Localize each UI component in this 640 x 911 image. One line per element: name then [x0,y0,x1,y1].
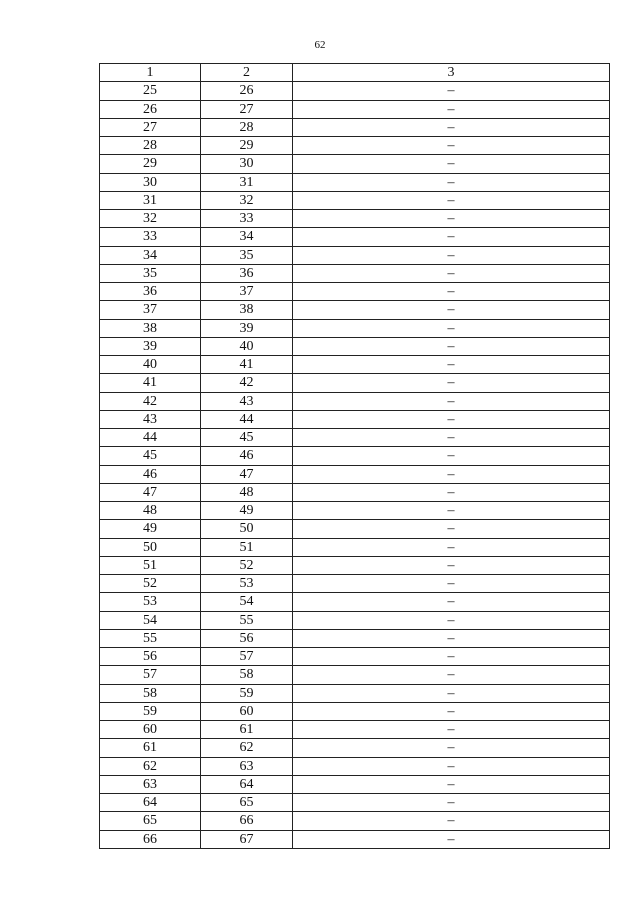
table-cell-col-3: – [293,757,610,775]
table-cell-col-3: – [293,429,610,447]
table-cell-col-3: – [293,794,610,812]
table-row [100,702,610,720]
table-row [100,246,610,264]
table-cell-col-1: 63 [100,775,201,793]
table-cell-col-1: 29 [100,155,201,173]
table-cell-col-3: – [293,246,610,264]
table-row [100,502,610,520]
table-row [100,684,610,702]
table-cell-col-3: – [293,374,610,392]
table-cell-col-2: 56 [201,629,293,647]
table-cell-col-3: – [293,337,610,355]
table-row [100,611,610,629]
table-cell-col-2: 29 [201,137,293,155]
table-cell-col-3: – [293,812,610,830]
table-cell-col-3: – [293,702,610,720]
table-cell-col-1: 47 [100,483,201,501]
column-header-1: 1 [100,64,201,82]
table-cell-col-1: 66 [100,830,201,848]
table-row [100,483,610,501]
table-cell-col-3: – [293,137,610,155]
table-row [100,283,610,301]
table-cell-col-2: 66 [201,812,293,830]
table-cell-col-3: – [293,319,610,337]
table-cell-col-3: – [293,775,610,793]
table-cell-col-3: – [293,356,610,374]
table-cell-col-3: – [293,538,610,556]
table-cell-col-2: 44 [201,410,293,428]
table-row [100,812,610,830]
table-cell-col-1: 48 [100,502,201,520]
table-header [100,64,610,82]
table-row [100,82,610,100]
table-row [100,556,610,574]
table-cell-col-2: 27 [201,100,293,118]
table-cell-col-1: 61 [100,739,201,757]
table-cell-col-3: – [293,100,610,118]
table-cell-col-2: 58 [201,666,293,684]
table-cell-col-2: 48 [201,483,293,501]
table-cell-col-1: 40 [100,356,201,374]
table-cell-col-3: – [293,684,610,702]
table-row [100,794,610,812]
table-cell-col-1: 56 [100,648,201,666]
table-row [100,739,610,757]
header-row [100,64,610,82]
table-cell-col-2: 65 [201,794,293,812]
table-cell-col-2: 40 [201,337,293,355]
table-cell-col-1: 31 [100,191,201,209]
table-cell-col-2: 32 [201,191,293,209]
table-cell-col-3: – [293,465,610,483]
table-cell-col-3: – [293,447,610,465]
table-row [100,210,610,228]
table-row [100,465,610,483]
table-row [100,228,610,246]
table-cell-col-2: 41 [201,356,293,374]
table-cell-col-1: 35 [100,264,201,282]
table-row [100,356,610,374]
table-cell-col-3: – [293,611,610,629]
table-cell-col-1: 38 [100,319,201,337]
table-row [100,301,610,319]
table-cell-col-2: 39 [201,319,293,337]
table-cell-col-3: – [293,666,610,684]
table-cell-col-2: 47 [201,465,293,483]
table-cell-col-2: 52 [201,556,293,574]
table-cell-col-2: 62 [201,739,293,757]
table-cell-col-3: – [293,648,610,666]
table-cell-col-2: 43 [201,392,293,410]
table-row [100,629,610,647]
table-row [100,100,610,118]
table-cell-col-3: – [293,629,610,647]
table-row [100,648,610,666]
table-cell-col-2: 34 [201,228,293,246]
table-row [100,520,610,538]
table-cell-col-1: 64 [100,794,201,812]
table-cell-col-3: – [293,210,610,228]
table-cell-col-1: 25 [100,82,201,100]
table-cell-col-3: – [293,739,610,757]
table-cell-col-1: 52 [100,575,201,593]
table-cell-col-1: 28 [100,137,201,155]
table-cell-col-1: 51 [100,556,201,574]
table-row [100,757,610,775]
table-cell-col-3: – [293,392,610,410]
table-cell-col-2: 60 [201,702,293,720]
table-row [100,374,610,392]
table-cell-col-1: 37 [100,301,201,319]
table-cell-col-3: – [293,410,610,428]
table-cell-col-3: – [293,593,610,611]
table-cell-col-1: 46 [100,465,201,483]
table-cell-col-2: 64 [201,775,293,793]
table-row [100,447,610,465]
table-cell-col-1: 41 [100,374,201,392]
table-cell-col-3: – [293,575,610,593]
table-cell-col-2: 54 [201,593,293,611]
table-row [100,264,610,282]
table-cell-col-1: 58 [100,684,201,702]
table-row [100,538,610,556]
table-cell-col-1: 43 [100,410,201,428]
table-cell-col-3: – [293,483,610,501]
table-cell-col-1: 34 [100,246,201,264]
table-cell-col-1: 62 [100,757,201,775]
table-cell-col-3: – [293,502,610,520]
table-cell-col-2: 57 [201,648,293,666]
table-row [100,721,610,739]
table-cell-col-3: – [293,228,610,246]
table-cell-col-1: 26 [100,100,201,118]
table-cell-col-1: 30 [100,173,201,191]
table-cell-col-1: 65 [100,812,201,830]
table-cell-col-3: – [293,721,610,739]
table-cell-col-3: – [293,264,610,282]
table-cell-col-3: – [293,830,610,848]
table-row [100,337,610,355]
table-cell-col-2: 42 [201,374,293,392]
table-row [100,173,610,191]
column-header-2: 2 [201,64,293,82]
table-row [100,666,610,684]
table-cell-col-1: 42 [100,392,201,410]
table-cell-col-3: – [293,301,610,319]
table-row [100,429,610,447]
table-cell-col-2: 67 [201,830,293,848]
table-cell-col-2: 59 [201,684,293,702]
data-table [99,63,610,849]
table-cell-col-2: 30 [201,155,293,173]
table-cell-col-2: 46 [201,447,293,465]
table-cell-col-1: 44 [100,429,201,447]
table-cell-col-1: 27 [100,118,201,136]
table-cell-col-2: 53 [201,575,293,593]
table-cell-col-3: – [293,191,610,209]
table-cell-col-3: – [293,82,610,100]
table-row [100,575,610,593]
table-cell-col-1: 49 [100,520,201,538]
table-cell-col-3: – [293,520,610,538]
table-row [100,137,610,155]
table-cell-col-1: 57 [100,666,201,684]
table-cell-col-1: 55 [100,629,201,647]
table-row [100,392,610,410]
table-cell-col-1: 60 [100,721,201,739]
table-cell-col-3: – [293,283,610,301]
table-cell-col-2: 28 [201,118,293,136]
table-row [100,319,610,337]
table-cell-col-2: 49 [201,502,293,520]
table-cell-col-2: 50 [201,520,293,538]
table-cell-col-1: 54 [100,611,201,629]
table-cell-col-2: 36 [201,264,293,282]
table-cell-col-2: 51 [201,538,293,556]
table-cell-col-2: 63 [201,757,293,775]
table-cell-col-3: – [293,118,610,136]
table-cell-col-1: 36 [100,283,201,301]
table-cell-col-3: – [293,173,610,191]
table-cell-col-1: 32 [100,210,201,228]
table-cell-col-1: 39 [100,337,201,355]
table-cell-col-2: 26 [201,82,293,100]
table-cell-col-2: 37 [201,283,293,301]
table-row [100,830,610,848]
table-cell-col-1: 59 [100,702,201,720]
table-cell-col-2: 35 [201,246,293,264]
table-cell-col-2: 33 [201,210,293,228]
page-number: 62 [314,39,326,51]
table-cell-col-1: 45 [100,447,201,465]
table-cell-col-2: 31 [201,173,293,191]
table-row [100,410,610,428]
table-cell-col-2: 38 [201,301,293,319]
table-cell-col-3: – [293,155,610,173]
table-row [100,593,610,611]
table-cell-col-2: 61 [201,721,293,739]
table-cell-col-1: 33 [100,228,201,246]
table-row [100,191,610,209]
table-cell-col-1: 50 [100,538,201,556]
table-cell-col-3: – [293,556,610,574]
table-cell-col-2: 45 [201,429,293,447]
table-row [100,118,610,136]
table-cell-col-1: 53 [100,593,201,611]
table-cell-col-2: 55 [201,611,293,629]
column-header-3: 3 [293,64,610,82]
table-row [100,775,610,793]
table-row [100,155,610,173]
table-body [100,82,610,849]
